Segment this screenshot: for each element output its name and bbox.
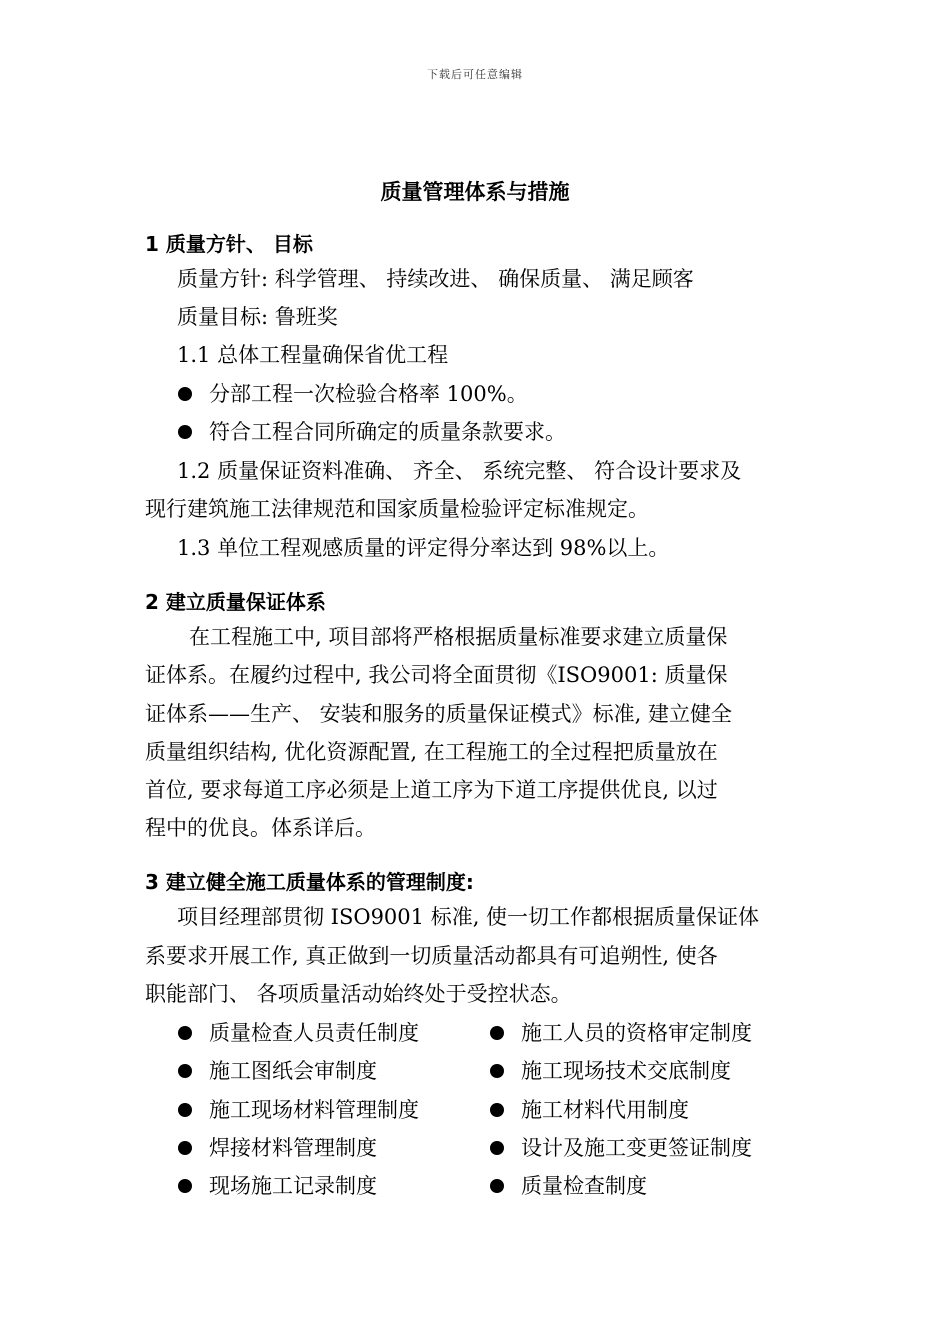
bullet-icon xyxy=(490,1064,504,1078)
list-item: 设计及施工变更签证制度 xyxy=(490,1134,752,1162)
section-2-line: 在工程施工中, 项目部将严格根据质量标准要求建立质量保 xyxy=(189,625,728,649)
quality-policy: 质量方针: 科学管理、 持续改进、 确保质量、 满足顾客 xyxy=(177,267,694,291)
section-3-line: 系要求开展工作, 真正做到一切质量活动都具有可追朔性, 使各 xyxy=(145,944,718,968)
quality-goal: 质量目标: 鲁班奖 xyxy=(177,305,338,329)
section-1-heading: 1 质量方针、 目标 xyxy=(145,232,313,256)
bullet-icon xyxy=(178,387,192,401)
document-title: 质量管理体系与措施 xyxy=(380,180,570,204)
bullet-icon xyxy=(490,1141,504,1155)
list-item: 施工人员的资格审定制度 xyxy=(490,1019,752,1047)
list-item: 焊接材料管理制度 xyxy=(178,1134,377,1162)
list-item: 质量检查制度 xyxy=(490,1172,647,1200)
bullet-icon xyxy=(490,1103,504,1117)
bullet-icon xyxy=(178,1064,192,1078)
list-item: 符合工程合同所确定的质量条款要求。 xyxy=(178,418,566,446)
list-item: 施工材料代用制度 xyxy=(490,1096,689,1124)
bullet-icon xyxy=(178,425,192,439)
section-3-line: 职能部门、 各项质量活动始终处于受控状态。 xyxy=(145,982,572,1006)
section-2-line: 首位, 要求每道工序必须是上道工序为下道工序提供优良, 以过 xyxy=(145,778,718,802)
section-3-line: 项目经理部贯彻 ISO9001 标准, 使一切工作都根据质量保证体 xyxy=(177,905,760,929)
list-item: 质量检查人员责任制度 xyxy=(178,1019,419,1047)
list-item: 现场施工记录制度 xyxy=(178,1172,377,1200)
bullet-icon xyxy=(178,1141,192,1155)
bullet-icon xyxy=(490,1026,504,1040)
section-2-heading: 2 建立质量保证体系 xyxy=(145,590,326,614)
section-2-line: 程中的优良。体系详后。 xyxy=(145,816,376,840)
paragraph-1-2-line-1: 1.2 质量保证资料准确、 齐全、 系统完整、 符合设计要求及 xyxy=(177,459,742,483)
list-item: 施工现场技术交底制度 xyxy=(490,1057,731,1085)
bullet-icon xyxy=(490,1179,504,1193)
paragraph-1-3: 1.3 单位工程观感质量的评定得分率达到 98%以上。 xyxy=(177,536,670,560)
section-3-heading: 3 建立健全施工质量体系的管理制度: xyxy=(145,870,474,894)
paragraph-1-1: 1.1 总体工程量确保省优工程 xyxy=(177,343,449,367)
section-2-line: 证体系——生产、 安装和服务的质量保证模式》标准, 建立健全 xyxy=(145,702,733,726)
bullet-icon xyxy=(178,1026,192,1040)
bullet-icon xyxy=(178,1179,192,1193)
paragraph-1-2-line-2: 现行建筑施工法律规范和国家质量检验评定标准规定。 xyxy=(145,497,649,521)
list-item: 施工图纸会审制度 xyxy=(178,1057,377,1085)
section-2-line: 质量组织结构, 优化资源配置, 在工程施工的全过程把质量放在 xyxy=(145,740,718,764)
page-header: 下载后可任意编辑 xyxy=(427,68,523,81)
section-2-line: 证体系。在履约过程中, 我公司将全面贯彻《ISO9001: 质量保 xyxy=(145,663,728,687)
list-item: 施工现场材料管理制度 xyxy=(178,1096,419,1124)
list-item: 分部工程一次检验合格率 100%。 xyxy=(178,380,528,408)
bullet-icon xyxy=(178,1103,192,1117)
